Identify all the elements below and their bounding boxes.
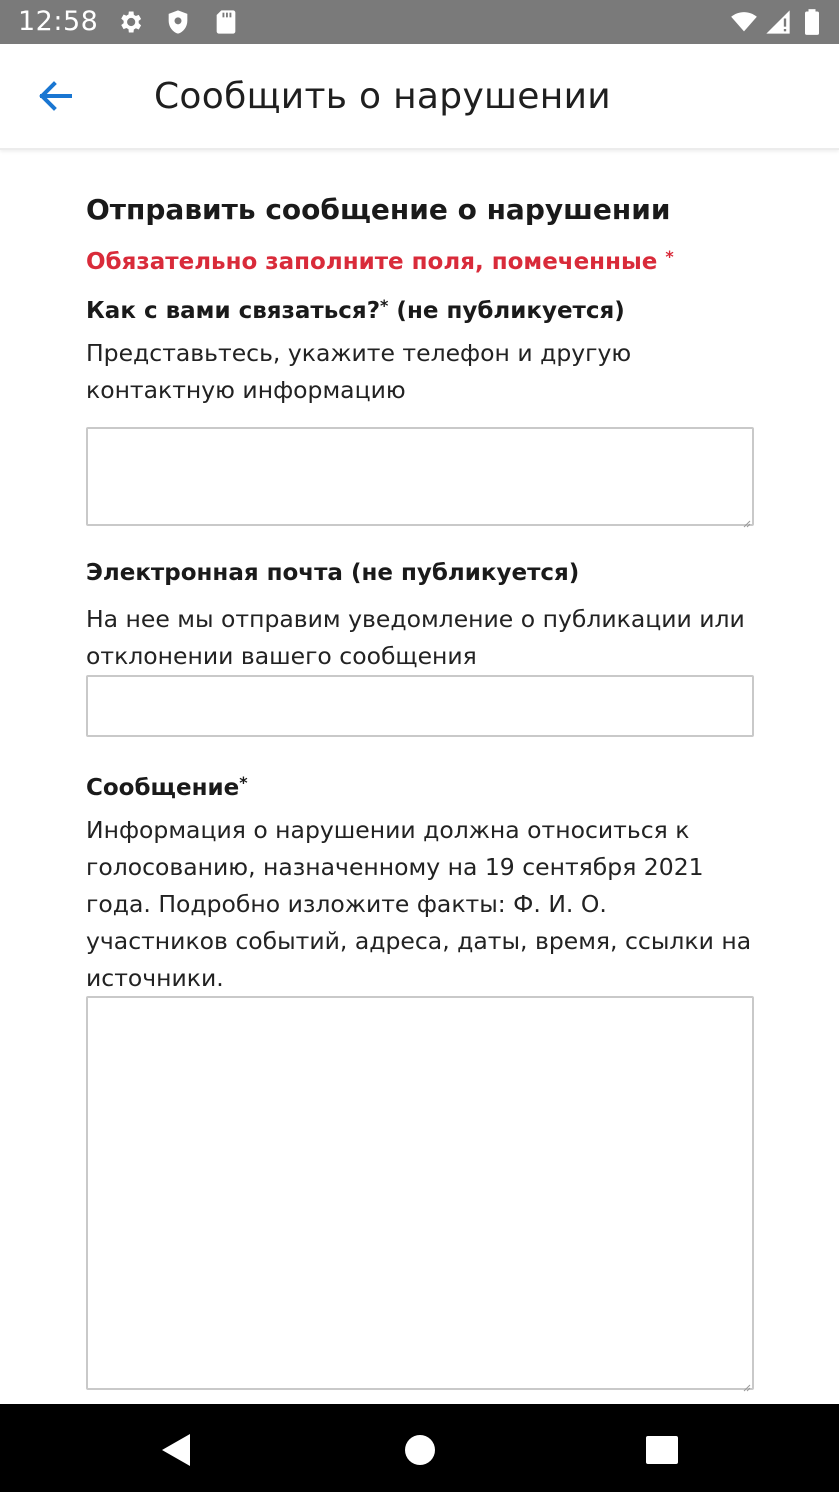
arrow-left-icon <box>30 105 78 124</box>
email-help: На нее мы отправим уведомление о публикации или отклонении вашего сообщения <box>86 605 745 670</box>
contact-label-text: Как с вами связаться? <box>86 298 381 324</box>
shield-icon <box>164 8 192 36</box>
back-triangle-icon <box>154 1457 198 1476</box>
message-label-text: Сообщение <box>86 775 240 801</box>
email-label: Электронная почта (не публикуется) <box>86 560 580 586</box>
status-bar <box>0 0 839 44</box>
cell-signal-icon <box>764 8 792 36</box>
email-field[interactable] <box>86 675 754 737</box>
sd-card-icon <box>212 8 240 36</box>
contact-help: Представьтесь, укажите телефон и другую контактную информацию <box>86 339 632 404</box>
recents-square-icon <box>640 1457 684 1476</box>
wifi-icon <box>728 8 756 36</box>
app-bar <box>0 44 839 150</box>
resize-grip-icon[interactable] <box>741 1377 751 1387</box>
resize-grip-icon[interactable] <box>741 513 751 523</box>
settings-icon <box>116 8 144 36</box>
contact-label-suffix: (не публикуется) <box>388 298 625 324</box>
back-button[interactable] <box>30 72 78 120</box>
contact-label <box>86 289 625 328</box>
required-note-text: Обязательно заполните поля, помеченные <box>86 249 658 275</box>
home-circle-icon <box>398 1457 442 1476</box>
page-title: Сообщить о нарушении <box>154 76 611 117</box>
message-help: Информация о нарушении должна относиться к голосованию, назначенному на 19 сентября 2021 года. Подробно изложите факты: Ф. И. О. участников событий, адреса, даты, время, ссылки на источники. <box>86 816 752 992</box>
nav-back-button[interactable] <box>154 1428 198 1472</box>
message-field[interactable] <box>86 996 754 1390</box>
contact-required-mark: * <box>380 296 389 315</box>
message-label <box>86 766 248 805</box>
message-required-mark: * <box>239 773 248 792</box>
nav-recents-button[interactable] <box>640 1428 684 1472</box>
required-mark: * <box>665 247 674 266</box>
form-title: Отправить сообщение о нарушении <box>86 193 671 226</box>
system-nav-bar <box>0 1404 839 1492</box>
status-time: 12:58 <box>18 6 99 37</box>
nav-home-button[interactable] <box>398 1428 442 1472</box>
contact-field[interactable] <box>86 427 754 526</box>
battery-icon <box>802 8 830 36</box>
required-note <box>86 240 674 279</box>
